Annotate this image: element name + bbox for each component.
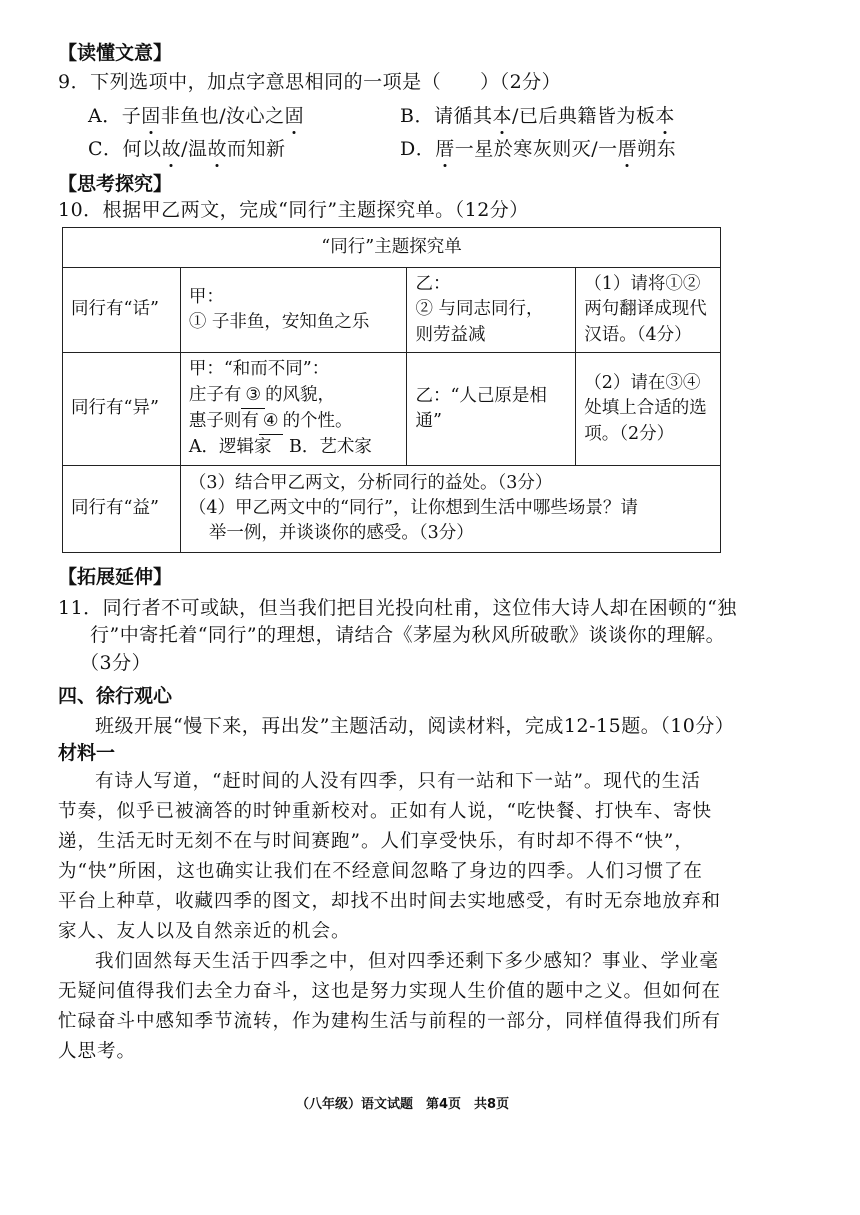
option-text: 而知新 (227, 138, 286, 160)
blank-4: ④ (259, 409, 283, 435)
material1-title: 材料一 (58, 742, 116, 764)
page-footer: （八年级）语文试题 第4页 共8页 (296, 1097, 510, 1112)
task-4-cont: 举一例，并谈谈你的感受。（3分） (208, 523, 474, 544)
option-label: C． (88, 138, 123, 160)
p2-line2: 无疑问值得我们去全力奋斗，这也是努力实现人生价值的题中之义。但如何在 (58, 981, 722, 1002)
cell-line: ① 子非鱼，安知鱼之乐 (188, 312, 370, 333)
cell-line (189, 383, 399, 409)
text: 的风貌， (265, 384, 336, 405)
blank-3: ③ (241, 383, 265, 409)
row-label-benefit: 同行有“益” (63, 465, 181, 552)
task-1: （1）请将①②两句翻译成现代汉语。（4分） (576, 268, 721, 353)
q11-line2: 行”中寄托着“同行”的理想，请结合《茅屋为秋风所破歌》谈谈你的理解。 (90, 624, 726, 646)
q9-option-a (88, 101, 304, 128)
option-text: 非鱼也/汝心之 (160, 105, 285, 127)
task-2: （2）请在③④处填上合适的选项。（2分） (576, 353, 721, 466)
p1-line3: 递，生活无时无刻不在与时间赛跑”。人们享受快乐，有时却不得不“快”， (58, 831, 694, 852)
q11-line3: （3分） (80, 652, 152, 674)
option-text: 一星於寒灰则灭/一 (454, 138, 618, 160)
q9-option-b (400, 101, 675, 128)
cell-line: 甲：“和而不同”： (188, 359, 330, 380)
dotted-char: 固 (141, 101, 161, 128)
q11-line1: 11．同行者不可或缺，但当我们把目光投向杜甫，这位伟大诗人却在困顿的“独 (58, 597, 737, 619)
q9-stem: 9．下列选项中，加点字意思相同的一项是（ ）（2分） (58, 71, 562, 93)
p1-line2: 节奏，似乎已被滴答的时钟重新校对。正如有人说，“吃快餐、打快车、寄快 (58, 801, 712, 822)
cell-yi-diff: 乙：“人己原是相通” (407, 353, 576, 466)
q9-option-c (88, 134, 286, 161)
dotted-char: 故 (207, 134, 227, 161)
option-text: 何以 (122, 138, 162, 160)
p1-line1: 有诗人写道，“赶时间的人没有四季，只有一站和下一站”。现代的生活 (95, 771, 701, 792)
cell-line (189, 409, 399, 435)
cell-line: 乙： (415, 274, 451, 294)
section-extend-heading: 【拓展延伸】 (58, 566, 173, 588)
dotted-char: 故 (162, 134, 182, 161)
cell-line: 则劳益减 (415, 324, 486, 345)
q10-stem: 10．根据甲乙两文，完成“同行”主题探究单。（12分） (58, 199, 529, 221)
dotted-char: 本 (655, 101, 675, 128)
dotted-char: 厝 (435, 134, 455, 161)
section-read-heading: 【读懂文意】 (58, 42, 173, 64)
task-4: （4）甲乙两文中的“同行”，让你想到生活中哪些场景？请 (188, 497, 638, 518)
option-text: 请循其 (433, 105, 493, 127)
p1-line6: 家人、友人以及自然亲近的机会。 (58, 921, 351, 942)
p1-line5: 平台上种草，收藏四季的图文，却找不出时间去实地感受，有时无奈地放弃和 (58, 891, 722, 912)
cell-benefit (180, 465, 720, 552)
text: 惠子则有 (188, 410, 259, 431)
task-3: （3）结合甲乙两文，分析同行的益处。（3分） (188, 472, 553, 493)
row-label-talk: 同行有“话” (63, 268, 181, 353)
cell-line: A．逻辑家 B．艺术家 (188, 437, 372, 458)
text: 的个性。 (282, 410, 353, 431)
section-think-heading: 【思考探究】 (58, 173, 173, 195)
option-label: D． (400, 138, 436, 160)
option-text: 朔东 (637, 138, 677, 160)
option-text: /温 (181, 138, 208, 160)
option-label: B． (400, 105, 434, 127)
part4-heading: 四、徐行观心 (58, 685, 173, 707)
row-label-diff: 同行有“异” (63, 353, 181, 466)
part4-intro: 班级开展“慢下来，再出发”主题活动，阅读材料，完成12-15题。（10分） (95, 715, 735, 737)
cell-yi-talk (407, 268, 576, 353)
table-title: “同行”主题探究单 (63, 228, 721, 268)
p2-line3: 忙碌奋斗中感知季节流转，作为建构生活与前程的一部分，同样值得我们所有 (58, 1011, 722, 1032)
dotted-char: 厝 (618, 134, 638, 161)
dotted-char: 固 (285, 101, 305, 128)
option-text: 子 (121, 105, 142, 127)
p2-line4: 人思考。 (58, 1041, 137, 1062)
explore-table (62, 227, 721, 553)
option-label: A． (88, 105, 122, 127)
p2-line1: 我们固然每天生活于四季之中，但对四季还剩下多少感知？事业、学业毫 (95, 951, 720, 972)
dotted-char: 本 (492, 101, 512, 128)
text: 庄子有 (188, 384, 242, 405)
option-text: /已后典籍皆为板 (512, 105, 656, 127)
cell-jia-diff (180, 353, 407, 466)
p1-line4: 为“快”所困，这也确实让我们在不经意间忽略了身边的四季。人们习惯了在 (58, 861, 703, 882)
q9-option-d (400, 134, 676, 161)
cell-line: ② 与同志同行， (415, 299, 544, 320)
cell-jia-talk (180, 268, 407, 353)
cell-line: 甲： (188, 286, 224, 307)
